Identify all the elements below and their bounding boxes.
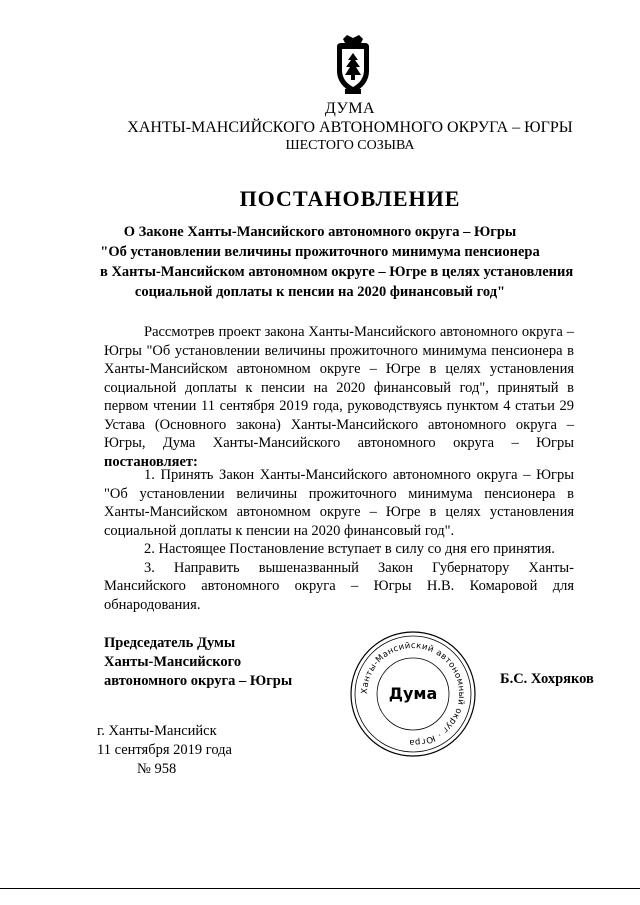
- signer-title-line: автономного округа – Югры: [104, 673, 293, 689]
- bottom-divider: [0, 888, 640, 889]
- signer-title-line: Ханты-Мансийского: [104, 654, 242, 670]
- decision-items: [104, 466, 574, 614]
- document-number: № 958: [137, 761, 177, 777]
- subject-line: социальной доплаты к пенсии на 2020 финансовый год": [134, 284, 506, 300]
- document-subject: [100, 222, 574, 302]
- org-name-line1: ДУМА: [324, 100, 376, 117]
- seal-ring-text: Ханты-Мансийский автономный округ · Югра: [359, 640, 467, 748]
- document-issue-info: [97, 722, 232, 779]
- issue-place: г. Ханты-Мансийск: [97, 723, 217, 739]
- official-seal-stamp: [348, 629, 478, 759]
- preamble-paragraph: [104, 323, 574, 471]
- preamble-text: Рассмотрев проект закона Ханты-Мансийского автономного округа – Югры "Об установлении величины прожиточного минимума пенсионера в Ханты-Мансийском автономном округе – Югре в целях установления социальной доплаты к пенсии на 2020 финансовый год", принятый в первом чтении 11 сентября 2019 года, руководствуясь пунктом 4 статьи 29 Устава (Основного закона) Ханты-Мансийского автономного округа – Югры, Дума Ханты-Мансийского автономного округа – Югры: [104, 324, 574, 451]
- seal-center-text: Дума: [388, 684, 438, 703]
- decision-item: 2. Настоящее Постановление вступает в силу со дня его принятия.: [144, 541, 555, 557]
- decision-item: 3. Направить вышеназванный Закон Губернатору Ханты-Мансийского автономного округа – Югры Н.В. Комаровой для обнародования.: [104, 559, 574, 613]
- document-type-title: ПОСТАНОВЛЕНИЕ: [239, 186, 461, 211]
- org-convocation: ШЕСТОГО СОЗЫВА: [285, 138, 415, 153]
- subject-line: "Об установлении величины прожиточного минимума пенсионера: [100, 244, 540, 260]
- org-name-line2: ХАНТЫ-МАНСИЙСКОГО АВТОНОМНОГО ОКРУГА – ЮГРЫ: [127, 119, 573, 136]
- subject-line: О Законе Ханты-Мансийского автономного округа – Югры: [123, 224, 517, 240]
- decision-item: 1. Принять Закон Ханты-Мансийского автономного округа – Югры "Об установлении величины прожиточного минимума пенсионера в Ханты-Мансийском автономном округе – Югре в целях установления социальной доплаты к пенсии на 2020 финансовый год".: [104, 467, 574, 539]
- signer-title-line: Председатель Думы: [104, 635, 236, 651]
- signer-name: Б.С. Хохряков: [500, 671, 594, 687]
- signer-title: [104, 634, 292, 691]
- issue-date: 11 сентября 2019 года: [97, 742, 232, 758]
- subject-line: в Ханты-Мансийском автономном округе – Югре в целях установления: [100, 264, 574, 280]
- coat-of-arms-icon: [329, 33, 377, 97]
- preamble-decision-word: постановляет:: [104, 453, 198, 470]
